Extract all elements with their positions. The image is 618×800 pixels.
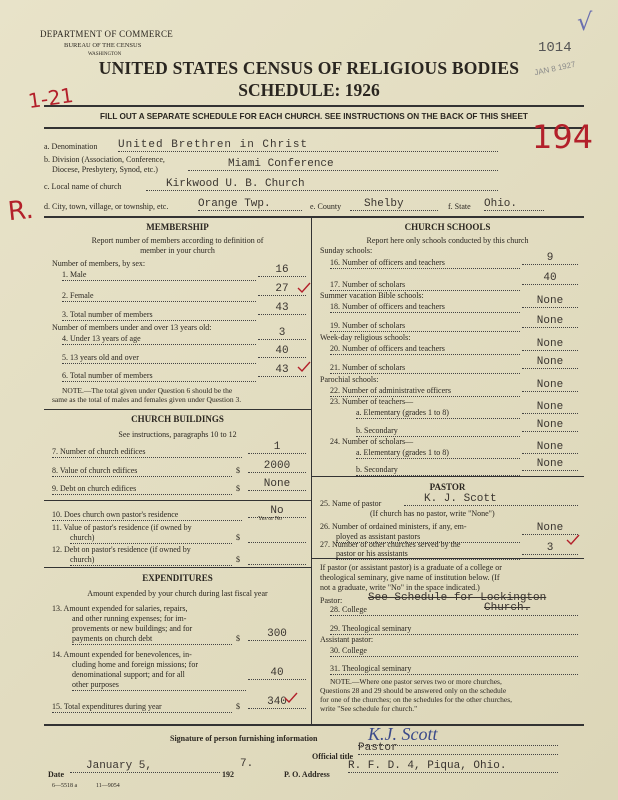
q9-label: 9. Debt on church edifices: [52, 484, 232, 495]
summer-label: Summer vacation Bible schools:: [320, 291, 424, 300]
q17-label: 17. Number of scholars: [330, 280, 520, 291]
pastor-colleges-label: Pastor:: [320, 596, 343, 605]
q7-value[interactable]: 1: [248, 441, 306, 454]
pastor-note-4: write "See schedule for church.": [320, 704, 418, 713]
denomination-label: a. Denomination: [44, 142, 98, 151]
local-name-value[interactable]: Kirkwood U. B. Church: [146, 178, 498, 191]
q12-label-1: 12. Debt on pastor's residence (if owned by: [52, 545, 191, 554]
q13-label-4: payments on church debt: [72, 634, 232, 645]
rule-pastor: [311, 476, 584, 477]
buildings-heading: CHURCH BUILDINGS: [131, 414, 224, 424]
q21-value[interactable]: None: [522, 356, 578, 369]
expenditures-heading: EXPENDITURES: [142, 573, 213, 583]
date-label: Date: [48, 770, 64, 779]
q27-value[interactable]: 3: [522, 542, 578, 555]
form-number-1: 6—5518 a: [52, 783, 78, 789]
po-address-label: P. O. Address: [284, 770, 330, 779]
q16-label: 16. Number of officers and teachers: [330, 258, 520, 269]
q29-label: 29. Theological seminary: [330, 624, 578, 635]
weekday-label: Week-day religious schools:: [320, 333, 411, 342]
division-value[interactable]: Miami Conference: [188, 158, 498, 171]
q13-dollar: $: [236, 634, 240, 643]
by-sex-label: Number of members, by sex:: [52, 259, 146, 268]
signature-label: Signature of person furnishing information: [170, 734, 318, 743]
graduate-instr-3: not a graduate, write "No" in the space indicated.): [320, 583, 480, 592]
q19-label: 19. Number of scholars: [330, 321, 520, 332]
q23a-label: a. Elementary (grades 1 to 8): [356, 408, 520, 419]
q31-label: 31. Theological seminary: [330, 664, 578, 675]
local-name-label: c. Local name of church: [44, 182, 122, 191]
q23a-value[interactable]: None: [522, 401, 578, 414]
date-value[interactable]: January 5,: [70, 760, 220, 773]
q27-label-2: pastor or his assistants: [336, 549, 520, 560]
pastor-note-1: NOTE.—Where one pastor serves two or more churches,: [330, 677, 502, 686]
q22-label: 22. Number of administrative officers: [330, 386, 520, 397]
city-township-label: d. City, town, village, or township, etc.: [44, 202, 169, 211]
membership-heading: MEMBERSHIP: [146, 222, 209, 232]
q21-label: 21. Number of scholars: [330, 363, 520, 374]
q18-value[interactable]: None: [522, 295, 578, 308]
q30-label: 30. College: [330, 646, 578, 657]
q4-value[interactable]: 3: [258, 327, 306, 340]
q6-value[interactable]: 43: [258, 364, 306, 377]
sunday-label: Sunday schools:: [320, 246, 373, 255]
header-rule-top: [44, 105, 584, 107]
q11-label-1: 11. Value of pastor's residence (if owned by: [52, 523, 192, 532]
state-value[interactable]: Ohio.: [484, 198, 544, 211]
q11-value[interactable]: [248, 542, 306, 543]
county-value[interactable]: Shelby: [350, 198, 438, 211]
q24b-label: b. Secondary: [356, 465, 520, 476]
q16-value[interactable]: 9: [522, 252, 578, 265]
q26-value[interactable]: None: [522, 522, 578, 535]
yes-or-no-hint: Yes or No: [258, 516, 283, 522]
q14-value[interactable]: 40: [248, 667, 306, 680]
q9-value[interactable]: None: [248, 478, 306, 491]
q5-value[interactable]: 40: [258, 345, 306, 358]
q5-label: 5. 13 years old and over: [62, 353, 256, 364]
q24b-value[interactable]: None: [522, 458, 578, 471]
year-label: 192: [222, 770, 234, 779]
q20-label: 20. Number of officers and teachers: [330, 344, 520, 355]
q25-value[interactable]: K. J. Scott: [404, 493, 578, 506]
q13-label-2: and other running expenses; for im-: [72, 614, 187, 623]
form-title: UNITED STATES CENSUS OF RELIGIOUS BODIES: [98, 58, 520, 78]
q10-value[interactable]: No: [248, 505, 306, 518]
column-divider: [311, 216, 312, 724]
check-q15-icon: [284, 692, 298, 704]
q20-value[interactable]: None: [522, 338, 578, 351]
instruction-line: FILL OUT A SEPARATE SCHEDULE FOR EACH CHURCH. SEE INSTRUCTIONS ON THE BACK OF THIS SHEET: [100, 112, 528, 121]
grid-rule-top: [44, 216, 584, 218]
box-number-note: 194: [532, 118, 594, 156]
q8-dollar: $: [236, 466, 240, 475]
schools-sub: Report here only schools conducted by this church: [366, 236, 529, 245]
membership-note-1: NOTE.—The total given under Question 6 should be the: [62, 386, 233, 395]
po-address-value[interactable]: R. F. D. 4, Piqua, Ohio.: [348, 760, 558, 773]
pastor-colleges-note: See Schedule for Lockington: [368, 592, 547, 604]
q11-dollar: $: [236, 533, 240, 542]
division-label: b. Division (Association, Conference,: [44, 155, 165, 164]
pastor-note-2: Questions 28 and 29 should be answered only on the schedule: [320, 686, 507, 695]
membership-sub-1: Report number of members according to definition of: [91, 236, 264, 245]
q2-label: 2. Female: [62, 291, 256, 302]
year-digit[interactable]: 7.: [240, 758, 254, 770]
q9-dollar: $: [236, 484, 240, 493]
parochial-label: Parochial schools:: [320, 375, 379, 384]
denomination-value[interactable]: United Brethren in Christ: [118, 139, 498, 152]
q7-label: 7. Number of church edifices: [52, 447, 242, 458]
q25-note: (If church has no pastor, write "None"): [370, 509, 495, 518]
q11-label-2: church): [70, 533, 232, 544]
q2-value[interactable]: 27: [258, 283, 306, 296]
margin-note-top: 1-21: [26, 82, 75, 114]
q28-value[interactable]: Church.: [484, 602, 531, 614]
q4-label: 4. Under 13 years of age: [62, 334, 256, 345]
division-label-2: Diocese, Presbytery, Synod, etc.): [52, 165, 158, 174]
stamp-number: 1014: [538, 40, 572, 56]
check-q6-icon: [297, 361, 311, 373]
rule-expenditures: [44, 567, 311, 568]
q23b-label: b. Secondary: [356, 426, 520, 437]
schools-heading: CHURCH SCHOOLS: [404, 222, 491, 232]
membership-sub-2: member in your church: [140, 246, 215, 255]
q22-value[interactable]: None: [522, 379, 578, 392]
margin-note-r: R.: [6, 194, 35, 228]
signature-value[interactable]: K.J. Scott: [358, 724, 558, 746]
q14-label-2: cluding home and foreign missions; for: [72, 660, 198, 669]
buildings-sub: See instructions, paragraphs 10 to 12: [118, 430, 237, 439]
expenditures-sub: Amount expended by your church during last fiscal year: [87, 589, 268, 598]
q3-value[interactable]: 43: [258, 302, 306, 315]
q26-label-2: ployed as assistant pastors: [336, 532, 520, 543]
q24a-value[interactable]: None: [522, 441, 578, 454]
q24-label: 24. Number of scholars—: [330, 437, 414, 446]
q3-label: 3. Total number of members: [62, 310, 256, 321]
q15-value[interactable]: 340: [248, 696, 306, 709]
city-label: WASHINGTON: [88, 52, 122, 57]
bureau-label: BUREAU OF THE CENSUS: [64, 42, 142, 49]
by-age-label: Number of members under and over 13 years old:: [52, 323, 212, 332]
q28-label: 28. College: [330, 605, 578, 616]
q14-label-1: 14. Amount expended for benevolences, in-: [52, 650, 192, 659]
q23b-value[interactable]: None: [522, 419, 578, 432]
q1-label: 1. Male: [62, 270, 256, 281]
pastor-heading: PASTOR: [429, 482, 466, 492]
official-title-value[interactable]: Pastor: [358, 742, 558, 755]
graduate-instr-2: theological seminary, give name of institution below. (If: [320, 573, 500, 582]
date-received-stamp: JAN 8 1927: [533, 59, 577, 78]
q15-label: 15. Total expenditures during year: [52, 702, 232, 713]
q12-dollar: $: [236, 555, 240, 564]
q13-value[interactable]: 300: [248, 628, 306, 641]
pastor-note-3: for one of the churches; on the schedules for the other churches,: [320, 695, 513, 704]
q13-label-1: 13. Amount expended for salaries, repairs,: [52, 604, 188, 613]
q25-label: 25. Name of pastor: [320, 499, 382, 508]
check-q2-icon: [297, 282, 311, 294]
official-title-label: Official title: [312, 752, 354, 761]
county-label: e. County: [310, 202, 342, 211]
graduate-instr-1: If pastor (or assistant pastor) is a graduate of a college or: [320, 563, 502, 572]
q15-dollar: $: [236, 702, 240, 711]
q8-label: 8. Value of church edifices: [52, 466, 232, 477]
q18-label: 18. Number of officers and teachers: [330, 302, 520, 313]
department-label: DEPARTMENT OF COMMERCE: [40, 29, 174, 39]
q27-label-1: 27. Number of other churches served by the: [320, 540, 461, 549]
q6-label: 6. Total number of members: [62, 371, 256, 382]
membership-note-2: same as the total of males and females given under Question 3.: [52, 395, 242, 404]
q12-value[interactable]: [248, 564, 306, 565]
q23-label: 23. Number of teachers—: [330, 397, 414, 406]
schedule-title: SCHEDULE: 1926: [238, 80, 380, 100]
form-number-2: 11—9054: [96, 783, 120, 789]
q14-label-4: other purposes: [72, 680, 246, 691]
q12-label-2: church): [70, 555, 232, 566]
q10-label: 10. Does church own pastor's residence: [52, 510, 242, 521]
check-q27-icon: [566, 534, 580, 546]
q13-label-3: provements or new buildings; and for: [72, 624, 193, 633]
q19-value[interactable]: None: [522, 315, 578, 328]
assistant-pastor-label: Assistant pastor:: [320, 635, 374, 644]
city-township-value[interactable]: Orange Twp.: [198, 198, 302, 211]
state-label: f. State: [448, 202, 471, 211]
q17-value[interactable]: 40: [522, 272, 578, 285]
rule-residence: [44, 500, 311, 501]
q14-label-3: denominational support; and for all: [72, 670, 185, 679]
q8-value[interactable]: 2000: [248, 460, 306, 473]
q26-label-1: 26. Number of ordained ministers, if any, em-: [320, 522, 467, 531]
rule-buildings: [44, 409, 311, 410]
q24a-label: a. Elementary (grades 1 to 8): [356, 448, 520, 459]
header-rule-bottom: [44, 127, 584, 129]
q1-value[interactable]: 16: [258, 264, 306, 277]
check-mark-icon: √: [577, 8, 593, 36]
